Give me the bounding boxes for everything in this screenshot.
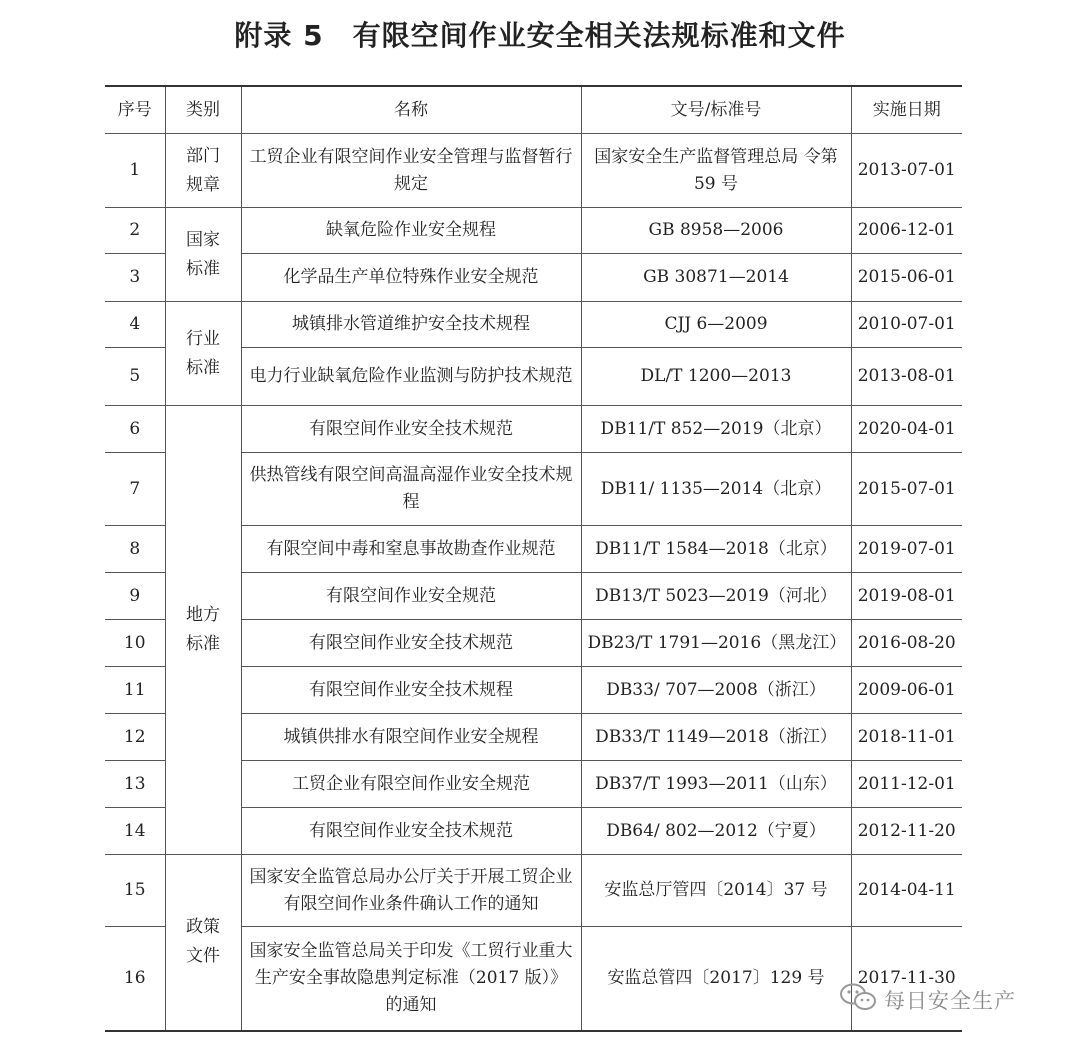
watermark [838,982,1016,1017]
row-doc-no: GB 8958—2006 [581,208,851,254]
row-date: 2018-11-01 [851,714,962,761]
row-doc-no: DB11/T 852—2019（北京） [581,406,851,453]
row-name: 有限空间作业安全技术规程 [241,667,581,714]
row-name: 电力行业缺氧危险作业监测与防护技术规范 [241,348,581,406]
category-label: 规章 [186,174,220,195]
row-doc-no: DB64/ 802—2012（宁夏） [581,808,851,855]
row-no: 10 [105,620,165,667]
row-name: 供热管线有限空间高温高湿作业安全技术规程 [241,453,581,526]
category-label: 国家 [186,229,220,250]
row-date: 2006-12-01 [851,208,962,254]
category-label: 文件 [186,946,220,967]
row-date: 2012-11-20 [851,808,962,855]
row-name: 有限空间作业安全规范 [241,573,581,620]
row-doc-no: DB33/ 707—2008（浙江） [581,667,851,714]
row-doc-no: DB23/T 1791—2016（黑龙江） [581,620,851,667]
row-name: 工贸企业有限空间作业安全管理与监督暂行规定 [241,134,581,208]
category-label: 部门 [186,145,220,166]
row-doc-no: DL/T 1200—2013 [581,348,851,406]
row-doc-no: DB37/T 1993—2011（山东） [581,761,851,808]
table-row [105,208,962,254]
category-cell [165,302,241,406]
category-label: 行业 [186,328,220,349]
row-name: 国家安全监管总局关于印发《工贸行业重大生产安全事故隐患判定标准（2017 版）》的通知 [241,927,581,1031]
row-no: 13 [105,761,165,808]
row-date: 2017-11-30 [851,927,962,1031]
row-doc-no: 安监总管四〔2017〕129 号 [581,927,851,1031]
row-name: 有限空间中毒和窒息事故勘查作业规范 [241,526,581,573]
row-no: 14 [105,808,165,855]
row-name: 城镇供排水有限空间作业安全规程 [241,714,581,761]
row-date: 2015-06-01 [851,254,962,302]
row-name: 有限空间作业安全技术规范 [241,406,581,453]
row-no: 8 [105,526,165,573]
row-no: 3 [105,254,165,302]
row-name: 有限空间作业安全技术规范 [241,620,581,667]
category-label: 标准 [186,258,220,279]
row-name: 有限空间作业安全技术规范 [241,808,581,855]
row-doc-no: DB13/T 5023—2019（河北） [581,573,851,620]
row-name: 工贸企业有限空间作业安全规范 [241,761,581,808]
regulations-table [105,85,962,1032]
row-doc-no: DB11/T 1584—2018（北京） [581,526,851,573]
row-doc-no: CJJ 6—2009 [581,302,851,348]
row-no: 11 [105,667,165,714]
row-date: 2016-08-20 [851,620,962,667]
category-label: 标准 [186,357,220,378]
row-doc-no: DB33/T 1149—2018（浙江） [581,714,851,761]
row-date: 2014-04-11 [851,855,962,927]
header-no: 序号 [105,86,165,134]
row-name: 缺氧危险作业安全规程 [241,208,581,254]
category-cell [165,406,241,855]
row-name: 化学品生产单位特殊作业安全规范 [241,254,581,302]
row-date: 2020-04-01 [851,406,962,453]
row-no: 7 [105,453,165,526]
row-no: 15 [105,855,165,927]
category-label: 政策 [186,917,220,938]
category-label: 地方 [186,605,220,625]
row-date: 2019-08-01 [851,573,962,620]
row-doc-no: 安监总厅管四〔2014〕37 号 [581,855,851,927]
row-date: 2013-07-01 [851,134,962,208]
watermark-text: 每日安全生产 [884,988,1016,1013]
document-title: 附录 5 有限空间作业安全相关法规标准和文件 [234,19,846,52]
row-date: 2011-12-01 [851,761,962,808]
header-category: 类别 [165,86,241,134]
category-label: 标准 [186,634,220,654]
row-doc-no: DB11/ 1135—2014（北京） [581,453,851,526]
category-cell [165,208,241,302]
row-date: 2009-06-01 [851,667,962,714]
row-doc-no: GB 30871—2014 [581,254,851,302]
row-no: 4 [105,302,165,348]
row-no: 9 [105,573,165,620]
table-row [105,406,962,453]
wechat-icon [838,982,884,1017]
row-date: 2015-07-01 [851,453,962,526]
row-name: 城镇排水管道维护安全技术规程 [241,302,581,348]
row-no: 6 [105,406,165,453]
row-no: 1 [105,134,165,208]
row-date: 2013-08-01 [851,348,962,406]
row-no: 2 [105,208,165,254]
row-date: 2010-07-01 [851,302,962,348]
header-name: 名称 [241,86,581,134]
row-no: 5 [105,348,165,406]
row-no: 12 [105,714,165,761]
header-row [105,86,962,134]
category-cell [165,134,241,208]
header-doc-no: 文号/标准号 [581,86,851,134]
table-row [105,134,962,208]
table-row [105,855,962,927]
category-cell [165,855,241,1031]
row-doc-no: 国家安全生产监督管理总局 令第 59 号 [581,134,851,208]
header-date: 实施日期 [851,86,962,134]
table-row [105,302,962,348]
row-no: 16 [105,927,165,1031]
row-name: 国家安全监管总局办公厅关于开展工贸企业有限空间作业条件确认工作的通知 [241,855,581,927]
row-date: 2019-07-01 [851,526,962,573]
